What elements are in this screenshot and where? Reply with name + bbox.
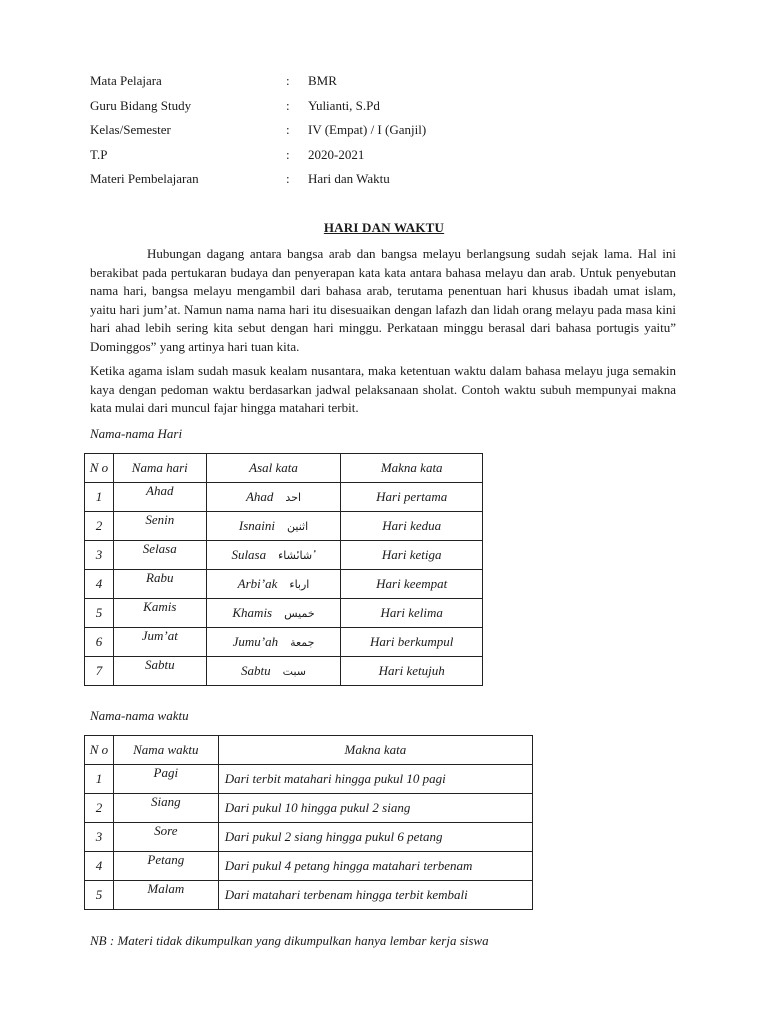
table-row (85, 628, 483, 657)
asal-latin: Jumu’ah (232, 634, 279, 649)
cell-no: 5 (85, 599, 114, 628)
asal-latin: Sabtu (241, 663, 271, 678)
table-row (85, 570, 483, 599)
cell-nama: Ahad (113, 483, 206, 512)
table-waktu (84, 735, 533, 910)
cell-nama: Pagi (113, 765, 218, 794)
table-row (85, 823, 533, 852)
cell-makna: Dari pukul 4 petang hingga matahari terbenam (218, 852, 532, 881)
header-nama-hari: Nama hari (113, 454, 206, 483)
cell-no: 5 (85, 881, 114, 910)
header-makna-kata: Makna kata (341, 454, 483, 483)
footnote: NB : Materi tidak dikumpulkan yang dikumpulkan hanya lembar kerja siswa (90, 933, 489, 948)
cell-asal (206, 599, 341, 628)
cell-nama: Siang (113, 794, 218, 823)
cell-makna: Hari ketiga (341, 541, 483, 570)
info-colon: : (286, 171, 290, 186)
cell-no: 4 (85, 852, 114, 881)
cell-no: 2 (85, 512, 114, 541)
header-asal-kata: Asal kata (206, 454, 341, 483)
cell-no: 3 (85, 541, 114, 570)
cell-nama: Sore (113, 823, 218, 852)
document-title: HARI DAN WAKTU (323, 220, 445, 235)
asal-latin: Isnaini (238, 518, 275, 533)
cell-makna: Dari terbit matahari hingga pukul 10 pagi (218, 765, 532, 794)
asal-arab: شاىٔشاء ٔ (278, 549, 316, 562)
info-value: 2020-2021 (308, 146, 365, 162)
cell-nama: Rabu (113, 570, 206, 599)
cell-no: 4 (85, 570, 114, 599)
header-nama-waktu: Nama waktu (113, 736, 218, 765)
asal-arab: خميس (284, 607, 315, 620)
cell-nama: Kamis (113, 599, 206, 628)
table-hari (84, 453, 483, 686)
cell-no: 3 (85, 823, 114, 852)
cell-makna: Hari berkumpul (341, 628, 483, 657)
info-value: Hari dan Waktu (308, 171, 390, 186)
table-row (85, 765, 533, 794)
cell-asal (206, 628, 341, 657)
asal-latin: Ahad (245, 489, 274, 504)
info-colon: : (286, 73, 290, 88)
cell-asal (206, 570, 341, 599)
cell-makna: Hari keempat (341, 570, 483, 599)
table-waktu-caption: Nama-nama waktu (90, 708, 189, 723)
asal-latin: Arbi’ak (237, 576, 278, 591)
cell-makna: Hari pertama (341, 483, 483, 512)
info-colon: : (286, 122, 290, 137)
info-label: Kelas/Semester (90, 122, 171, 137)
table-row (85, 512, 483, 541)
cell-asal (206, 483, 341, 512)
header-no: N o (85, 454, 114, 483)
table-row (85, 852, 533, 881)
header-makna-kata: Makna kata (218, 736, 532, 765)
info-colon: : (286, 146, 290, 162)
cell-makna: Hari kedua (341, 512, 483, 541)
asal-latin: Khamis (232, 605, 273, 620)
table-header-row (85, 736, 533, 765)
info-label: Mata Pelajara (90, 73, 162, 88)
asal-arab: ارباء (289, 578, 310, 591)
asal-arab: احد (285, 491, 302, 504)
info-block (90, 72, 426, 195)
info-value: Yulianti, S.Pd (308, 97, 380, 113)
info-row-year (90, 146, 426, 171)
cell-makna: Dari pukul 10 hingga pukul 2 siang (218, 794, 532, 823)
table-row (85, 541, 483, 570)
info-row-class (90, 121, 426, 146)
info-label: Guru Bidang Study (90, 97, 192, 113)
asal-arab: سبت (282, 665, 306, 678)
cell-makna: Hari kelima (341, 599, 483, 628)
cell-nama: Senin (113, 512, 206, 541)
table-row (85, 657, 483, 686)
cell-nama: Jum’at (113, 628, 206, 657)
table-hari-caption: Nama-nama Hari (90, 426, 183, 441)
asal-arab: اثنين (287, 520, 309, 533)
header-no: N o (85, 736, 114, 765)
info-row-material (90, 170, 426, 195)
asal-latin: Sulasa (231, 547, 267, 562)
info-row-subject (90, 72, 426, 97)
table-row (85, 794, 533, 823)
info-value: IV (Empat) / I (Ganjil) (308, 122, 427, 137)
cell-asal (206, 541, 341, 570)
cell-nama: Malam (113, 881, 218, 910)
paragraph-1: Hubungan dagang antara bangsa arab dan bangsa melayu berlangsung sudah sejak lama. Hal ini berakibat pada pertukaran budaya dan penyerapan kata kata antara bahasa melayu dan arab. Untuk penyebutan nama hari, bangsa melayu mengambil dari bahasa arab, terutama penentuan hari khusus ibadah umat islam, yaitu hari jum’at. Namun nama nama hari itu disesuaikan dengan lafazh dan lidah orang melayu pada masa kini hari ahad lebih sering kita sebut dengan hari minggu. Perkataan minggu berasal dari bahasa portugis yaitu” Dominggos” yang artinya hari tuan kita. (90, 246, 676, 354)
cell-makna: Dari matahari terbenam hingga terbit kembali (218, 881, 532, 910)
cell-makna: Dari pukul 2 siang hingga pukul 6 petang (218, 823, 532, 852)
cell-no: 1 (85, 483, 114, 512)
cell-nama: Petang (113, 852, 218, 881)
cell-nama: Sabtu (113, 657, 206, 686)
info-row-teacher (90, 97, 426, 122)
table-header-row (85, 454, 483, 483)
cell-no: 2 (85, 794, 114, 823)
info-colon: : (286, 97, 290, 113)
cell-no: 7 (85, 657, 114, 686)
cell-no: 6 (85, 628, 114, 657)
asal-arab: جمعة (290, 636, 315, 649)
paragraph-2: Ketika agama islam sudah masuk kealam nusantara, maka ketentuan waktu dalam bahasa melayu juga semakin kaya dengan pedoman waktu berdasarkan jadwal pelaksanaan sholat. Contoh waktu subuh mempunyai makna kata mulai dari muncul fajar hingga matahari terbit. (90, 363, 676, 416)
cell-nama: Selasa (113, 541, 206, 570)
info-label: T.P (90, 146, 108, 162)
cell-makna: Hari ketujuh (341, 657, 483, 686)
info-value: BMR (308, 73, 337, 88)
info-label: Materi Pembelajaran (90, 171, 199, 186)
cell-asal (206, 512, 341, 541)
table-row (85, 881, 533, 910)
cell-asal (206, 657, 341, 686)
cell-no: 1 (85, 765, 114, 794)
table-row (85, 599, 483, 628)
table-row (85, 483, 483, 512)
